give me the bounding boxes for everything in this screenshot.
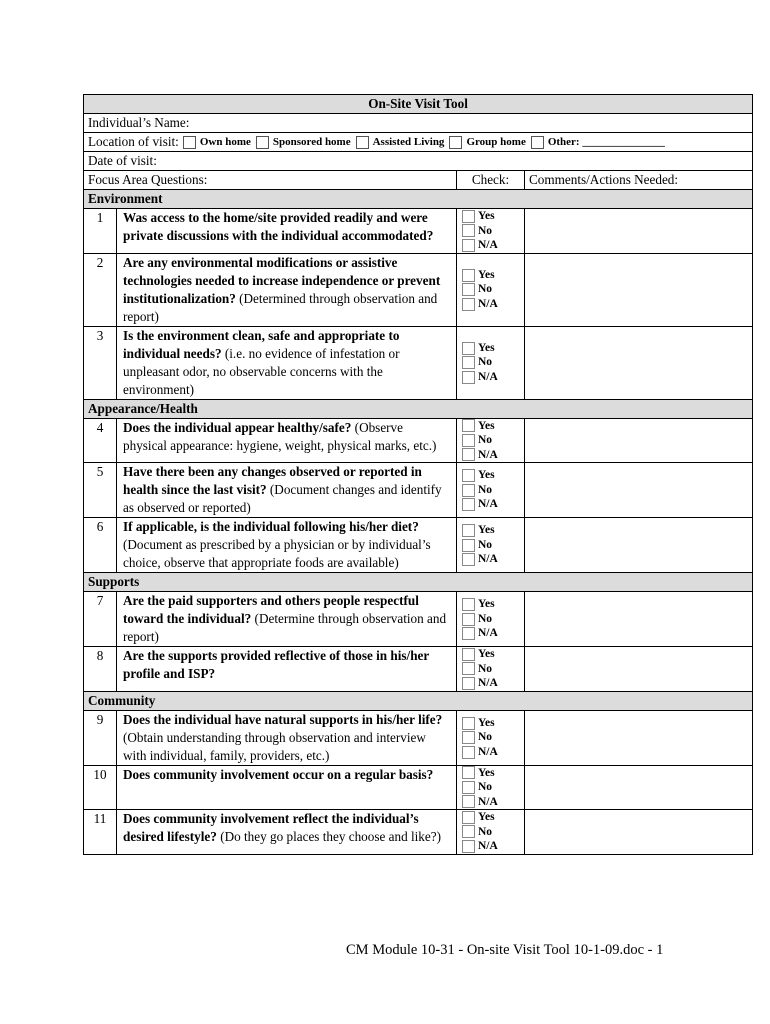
checkbox[interactable] — [462, 811, 475, 824]
location-option-other[interactable]: Other: _______________ — [531, 133, 665, 151]
question-bold: Was access to the home/site provided readily and were private discussions with the individual accommodated? — [123, 210, 434, 243]
answer-label: Yes — [478, 210, 495, 222]
answer-checks — [457, 765, 525, 810]
answer-label: N/A — [478, 840, 498, 852]
answer-label: N/A — [478, 677, 498, 689]
answer-label: No — [478, 662, 493, 675]
section-row — [84, 399, 753, 418]
question-number: 7 — [84, 592, 117, 647]
answer-option-no[interactable] — [462, 612, 524, 627]
question-bold: Is the environment clean, safe and appropriate to individual needs? — [123, 327, 400, 361]
checkbox[interactable] — [462, 613, 475, 626]
answer-option-yes[interactable] — [462, 468, 524, 483]
question-text — [117, 518, 457, 573]
answer-label: No — [478, 434, 493, 446]
question-row — [84, 463, 753, 518]
answer-option-na[interactable] — [462, 839, 524, 854]
answer-option-no[interactable] — [462, 483, 524, 498]
date-field[interactable] — [84, 152, 753, 171]
answer-option-na[interactable] — [462, 497, 524, 512]
answer-option-yes[interactable] — [462, 647, 524, 662]
question-text — [117, 592, 457, 647]
question-text — [117, 463, 457, 518]
date-row — [84, 152, 753, 171]
answer-label: Yes — [478, 766, 495, 779]
answer-label: No — [478, 781, 493, 793]
comments-cell[interactable] — [525, 710, 753, 765]
answer-option-yes[interactable] — [462, 419, 524, 434]
answer-label: Yes — [478, 598, 495, 611]
question-row — [84, 209, 753, 254]
location-row — [84, 133, 753, 152]
section-row — [84, 573, 753, 592]
question-note: (Document as prescribed by a physician or by individual’s choice, observe that appropriate foods are available) — [123, 519, 434, 570]
question-bold: Are any environmental modifications or assistive technologies needed to increase independence or prevent institutionalization? — [123, 254, 441, 306]
answer-checks — [457, 463, 525, 518]
question-row — [84, 810, 753, 855]
answer-label: No — [478, 356, 493, 369]
answer-label: Yes — [478, 524, 495, 537]
answer-label: N/A — [478, 297, 498, 310]
answer-label: No — [478, 612, 493, 625]
checkbox[interactable] — [462, 662, 475, 675]
checkbox[interactable] — [531, 136, 544, 149]
section-title: Appearance/Health — [84, 399, 753, 418]
answer-checks — [457, 209, 525, 254]
visit-table — [83, 94, 753, 855]
answer-option-yes[interactable] — [462, 810, 524, 825]
checkbox[interactable] — [462, 298, 475, 311]
question-text — [117, 209, 457, 254]
answer-option-no[interactable] — [462, 662, 524, 677]
location-option-own-home[interactable]: Own home — [183, 133, 251, 151]
location-label: Location of visit: — [88, 134, 179, 149]
checkbox[interactable] — [462, 598, 475, 611]
question-number: 8 — [84, 647, 117, 692]
checkbox[interactable] — [462, 224, 475, 237]
question-row — [84, 765, 753, 810]
checkbox[interactable] — [462, 469, 475, 482]
question-row — [84, 710, 753, 765]
answer-option-yes[interactable] — [462, 268, 524, 283]
checkbox[interactable] — [462, 448, 475, 461]
answer-option-na[interactable] — [462, 238, 524, 253]
answer-label: N/A — [478, 370, 498, 383]
question-note: (Observe physical appearance: hygiene, weight, physical marks, etc.) — [123, 419, 437, 453]
answer-label: N/A — [478, 553, 498, 566]
form-title: On-Site Visit Tool — [84, 95, 753, 114]
checkbox[interactable] — [462, 627, 475, 640]
date-label: Date of visit: — [88, 153, 157, 168]
answer-label: N/A — [478, 795, 498, 808]
answer-label: Yes — [478, 419, 495, 432]
comments-cell[interactable] — [525, 765, 753, 810]
answer-label: No — [478, 731, 493, 744]
answer-option-na[interactable] — [462, 676, 524, 691]
question-text — [117, 710, 457, 765]
question-bold: Are the supports provided reflective of those in his/her profile and ISP? — [123, 648, 429, 681]
checkbox[interactable] — [356, 136, 369, 149]
answer-checks — [457, 592, 525, 647]
question-bold: Have there been any changes observed or reported in health since the last visit? — [123, 464, 422, 497]
comments-cell[interactable] — [525, 418, 753, 463]
page-footer: CM Module 10-31 - On-site Visit Tool 10-1-09.doc - 1 — [346, 942, 664, 958]
question-bold: Does the individual appear healthy/safe? — [123, 419, 352, 435]
question-row — [84, 592, 753, 647]
checkbox[interactable] — [462, 553, 475, 566]
question-note: (Determine through observation and report) — [123, 611, 450, 644]
section-title: Community — [84, 691, 753, 710]
answer-option-na[interactable] — [462, 626, 524, 641]
answer-option-no[interactable] — [462, 780, 524, 795]
checkbox[interactable] — [183, 136, 196, 149]
title-row — [84, 95, 753, 114]
question-text — [117, 647, 457, 692]
answer-option-no[interactable] — [462, 355, 524, 370]
answer-label: N/A — [478, 627, 498, 640]
answer-option-no[interactable] — [462, 538, 524, 553]
question-text — [117, 253, 457, 326]
answer-label: No — [478, 538, 493, 551]
checkbox[interactable] — [462, 484, 475, 497]
checkbox[interactable] — [462, 498, 475, 511]
question-bold: If applicable, is the individual following his/her diet? — [123, 519, 419, 534]
answer-label: Yes — [478, 648, 495, 660]
question-number: 10 — [84, 765, 117, 810]
header-focus: Focus Area Questions: — [84, 171, 457, 190]
checkbox[interactable] — [462, 731, 475, 744]
question-bold: Does the individual have natural supports in his/her life? — [123, 711, 443, 727]
section-title: Supports — [84, 573, 753, 592]
checkbox[interactable] — [462, 434, 475, 447]
comments-cell[interactable] — [525, 463, 753, 518]
answer-option-na[interactable] — [462, 795, 524, 810]
answer-label: N/A — [478, 745, 498, 758]
comments-cell[interactable] — [525, 810, 753, 855]
checkbox[interactable] — [462, 210, 475, 223]
answer-checks — [457, 518, 525, 573]
question-bold: Are the paid supporters and others people respectful toward the individual? — [123, 593, 419, 626]
checkbox[interactable] — [462, 283, 475, 296]
checkbox[interactable] — [462, 825, 475, 838]
checkbox[interactable] — [462, 342, 475, 355]
answer-option-yes[interactable] — [462, 597, 524, 612]
checkbox[interactable] — [462, 371, 475, 384]
individual-name-field[interactable] — [84, 114, 753, 133]
answer-option-no[interactable] — [462, 825, 524, 840]
question-note: (Do they go places they choose and like?) — [216, 829, 442, 844]
comments-cell[interactable] — [525, 647, 753, 692]
question-text — [117, 810, 457, 855]
checkbox[interactable] — [462, 356, 475, 369]
header-comments: Comments/Actions Needed: — [525, 171, 753, 190]
question-row — [84, 253, 753, 326]
checkbox[interactable] — [462, 746, 475, 759]
comments-cell[interactable] — [525, 326, 753, 399]
answer-label: N/A — [478, 239, 498, 251]
question-row — [84, 326, 753, 399]
question-number: 1 — [84, 209, 117, 254]
question-number: 11 — [84, 810, 117, 855]
comments-cell[interactable] — [525, 253, 753, 326]
question-number: 2 — [84, 253, 117, 326]
question-number: 6 — [84, 518, 117, 573]
question-note: (Obtain understanding through observation and interview with individual, family, providers, etc.) — [123, 711, 446, 763]
question-text — [117, 418, 457, 463]
checkbox[interactable] — [462, 677, 475, 690]
location-field — [88, 133, 748, 151]
checkbox[interactable] — [256, 136, 269, 149]
answer-checks — [457, 326, 525, 399]
section-row — [84, 190, 753, 209]
checkbox[interactable] — [462, 239, 475, 252]
answer-option-na[interactable] — [462, 370, 524, 385]
answer-option-no[interactable] — [462, 224, 524, 239]
comments-cell[interactable] — [525, 592, 753, 647]
answer-label: No — [478, 825, 493, 838]
checkbox[interactable] — [462, 840, 475, 853]
question-number: 4 — [84, 418, 117, 463]
question-bold: Does community involvement reflect the individual’s desired lifestyle? — [123, 811, 419, 844]
answer-checks — [457, 810, 525, 855]
answer-option-yes[interactable] — [462, 523, 524, 538]
answer-option-no[interactable] — [462, 730, 524, 745]
checkbox[interactable] — [462, 795, 475, 808]
question-row — [84, 647, 753, 692]
checkbox[interactable] — [462, 269, 475, 282]
answer-option-na[interactable] — [462, 745, 524, 760]
question-row — [84, 518, 753, 573]
checkbox[interactable] — [462, 781, 475, 794]
answer-label: N/A — [478, 498, 498, 511]
question-number: 5 — [84, 463, 117, 518]
answer-label: No — [478, 483, 493, 496]
onsite-visit-form — [83, 94, 752, 855]
comments-cell[interactable] — [525, 518, 753, 573]
checkbox[interactable] — [462, 524, 475, 537]
answer-option-na[interactable] — [462, 297, 524, 312]
question-number: 9 — [84, 710, 117, 765]
section-title: Environment — [84, 190, 753, 209]
answer-option-no[interactable] — [462, 433, 524, 448]
question-bold: Does community involvement occur on a regular basis? — [123, 766, 434, 782]
question-text — [117, 765, 457, 810]
answer-label: Yes — [478, 469, 495, 482]
header-row — [84, 171, 753, 190]
question-text — [117, 326, 457, 399]
answer-option-yes[interactable] — [462, 716, 524, 731]
question-note: (Determined through observation and report) — [123, 290, 441, 324]
answer-label: No — [478, 283, 493, 296]
answer-option-yes[interactable] — [462, 766, 524, 781]
location-option-group-home[interactable]: Group home — [449, 133, 525, 151]
answer-checks — [457, 418, 525, 463]
answer-checks — [457, 253, 525, 326]
comments-cell[interactable] — [525, 209, 753, 254]
answer-label: No — [478, 224, 493, 237]
answer-option-na[interactable] — [462, 552, 524, 567]
answer-label: Yes — [478, 268, 495, 281]
checkbox[interactable] — [462, 766, 475, 779]
answer-checks — [457, 647, 525, 692]
answer-label: N/A — [478, 448, 498, 461]
location-option-assisted-living[interactable]: Assisted Living — [356, 133, 445, 151]
answer-checks — [457, 710, 525, 765]
question-number: 3 — [84, 326, 117, 399]
individual-name-label: Individual’s Name: — [88, 115, 190, 130]
answer-option-yes[interactable] — [462, 209, 524, 224]
checkbox[interactable] — [462, 539, 475, 552]
answer-label: Yes — [478, 811, 495, 823]
answer-label: Yes — [478, 341, 495, 354]
section-row — [84, 691, 753, 710]
answer-label: Yes — [478, 716, 495, 729]
header-check: Check: — [457, 171, 525, 190]
checkbox[interactable] — [462, 717, 475, 730]
individual-name-row — [84, 114, 753, 133]
checkbox[interactable] — [449, 136, 462, 149]
answer-option-yes[interactable] — [462, 341, 524, 356]
checkbox[interactable] — [462, 648, 475, 661]
checkbox[interactable] — [462, 419, 475, 432]
answer-option-no[interactable] — [462, 282, 524, 297]
question-note: (i.e. no evidence of infestation or unpleasant odor, no observable concerns with the environment) — [123, 345, 403, 397]
question-row — [84, 418, 753, 463]
question-note: (Document changes and identify as observed or reported) — [123, 482, 445, 515]
answer-option-na[interactable] — [462, 448, 524, 463]
location-option-sponsored-home[interactable]: Sponsored home — [256, 133, 351, 151]
